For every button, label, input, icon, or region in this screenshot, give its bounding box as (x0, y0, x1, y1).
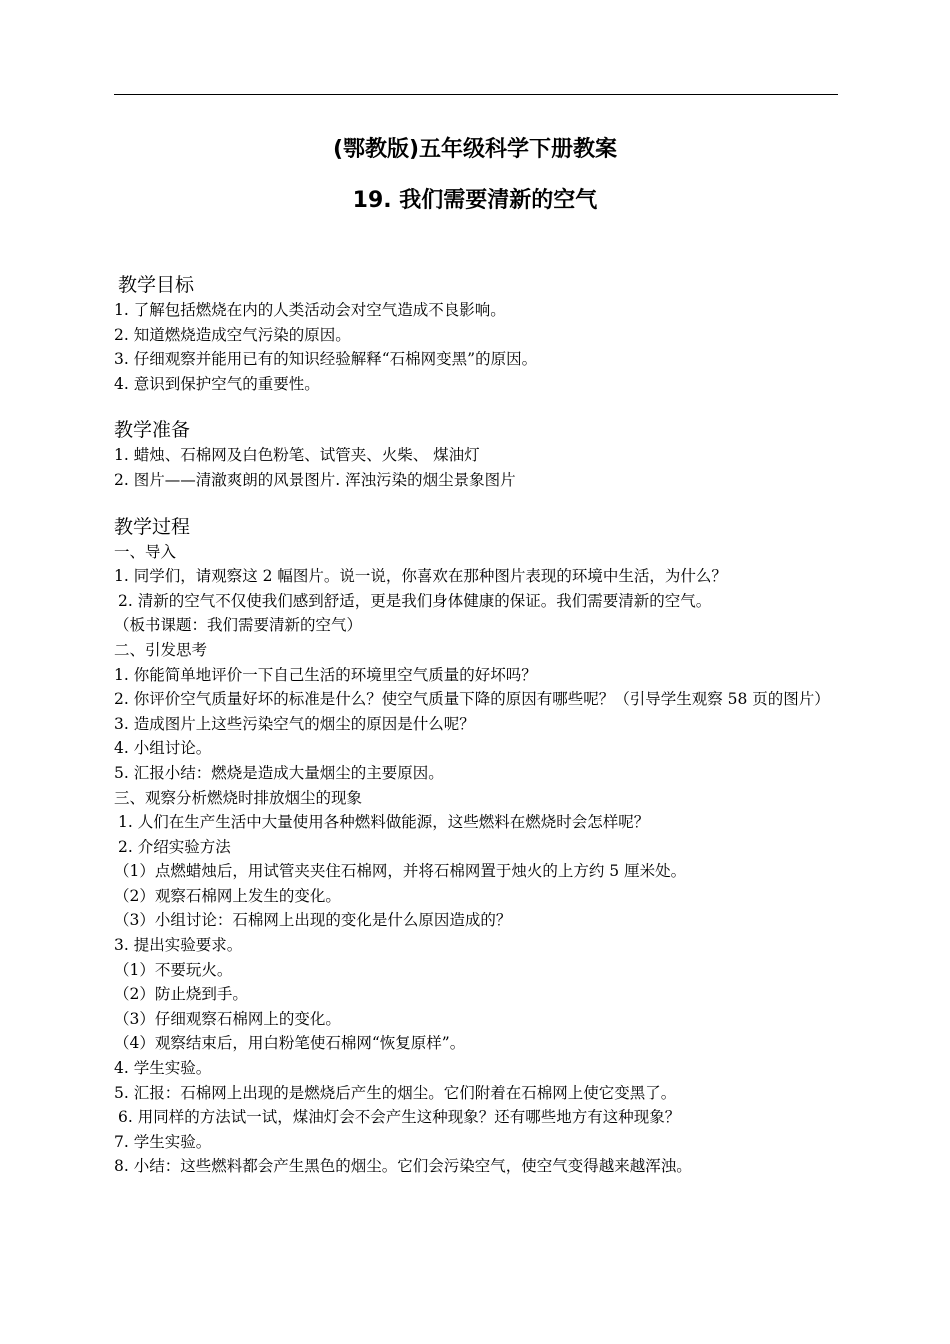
section-heading-prep: 教学准备 (114, 419, 191, 442)
goal-item: 4. 意识到保护空气的重要性。 (114, 374, 320, 393)
lesson-title: 19. 我们需要清新的空气 (352, 188, 598, 213)
process-line: 8. 小结：这些燃料都会产生黑色的烟尘。它们会污染空气，使空气变得越来越浑浊。 (114, 1157, 692, 1176)
goal-item: 3. 仔细观察并能用已有的知识经验解释“石棉网变黑”的原因。 (114, 350, 538, 369)
process-line: 5. 汇报：石棉网上出现的是燃烧后产生的烟尘。它们附着在石棉网上使它变黑了。 (114, 1083, 677, 1102)
process-line: 3. 造成图片上这些污染空气的烟尘的原因是什么呢？ (114, 714, 475, 733)
section-heading-process: 教学过程 (114, 515, 191, 538)
goal-item: 1. 了解包括燃烧在内的人类活动会对空气造成不良影响。 (114, 301, 506, 319)
process-line: 1. 同学们，请观察这 2 幅图片。说一说，你喜欢在那种图片表现的环境中生活，为什么？ (114, 567, 727, 586)
process-line: （3）小组讨论：石棉网上出现的变化是什么原因造成的？ (114, 911, 512, 930)
process-line: 7. 学生实验。 (114, 1132, 212, 1151)
process-line: （2）观察石棉网上发生的变化。 (114, 886, 341, 905)
document-body (114, 272, 844, 1179)
process-line: 二、引发思考 (114, 640, 208, 659)
process-line: 4. 学生实验。 (114, 1059, 212, 1078)
section-heading-goals: 教学目标 (118, 274, 195, 296)
process-line: （2）防止烧到手。 (114, 985, 248, 1004)
prep-item: 1. 蜡烛、石棉网及白色粉笔、试管夹、火柴、 煤油灯 (114, 446, 480, 465)
process-line: 3. 提出实验要求。 (114, 936, 243, 955)
process-line: 1. 人们在生产生活中大量使用各种燃料做能源，这些燃料在燃烧时会怎样呢？ (118, 813, 650, 832)
process-line: 2. 介绍实验方法 (118, 837, 231, 856)
process-line: 一、导入 (114, 542, 177, 561)
process-line: 三、观察分析燃烧时排放烟尘的现象 (114, 788, 363, 807)
process-line: 2. 清新的空气不仅使我们感到舒适，更是我们身体健康的保证。我们需要清新的空气。 (118, 591, 712, 610)
process-line: 2. 你评价空气质量好坏的标准是什么？使空气质量下降的原因有哪些呢？（引导学生观察 58 页的图片） (114, 690, 830, 709)
process-line: 6. 用同样的方法试一试，煤油灯会不会产生这种现象？还有哪些地方有这种现象？ (118, 1108, 681, 1127)
header-rule (114, 94, 838, 95)
process-line: 5. 汇报小结：燃烧是造成大量烟尘的主要原因。 (114, 763, 444, 782)
goal-item: 2. 知道燃烧造成空气污染的原因。 (114, 325, 351, 344)
process-line: （1）点燃蜡烛后，用试管夹夹住石棉网，并将石棉网置于烛火的上方约 5 厘米处。 (114, 862, 687, 881)
document-title: (鄂教版)五年级科学下册教案 (332, 137, 618, 162)
process-line: （板书课题：我们需要清新的空气） (114, 616, 363, 635)
prep-item: 2. 图片——清澈爽朗的风景图片. 浑浊污染的烟尘景象图片 (114, 470, 516, 489)
process-line: 1. 你能简单地评价一下自己生活的环境里空气质量的好坏吗？ (114, 665, 537, 684)
process-line: （3）仔细观察石棉网上的变化。 (114, 1009, 341, 1028)
process-line: 4. 小组讨论。 (114, 739, 212, 758)
process-line: （4）观察结束后，用白粉笔使石棉网“恢复原样”。 (114, 1034, 466, 1053)
process-line: （1）不要玩火。 (114, 960, 233, 979)
